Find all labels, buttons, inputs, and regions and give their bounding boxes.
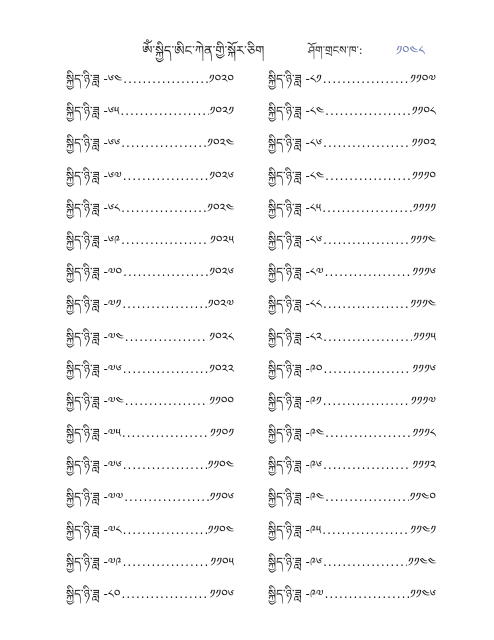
dot-leader [124,490,208,504]
entry-page-number: ༡༡༤༡ [410,522,436,537]
dot-leader [122,426,209,440]
dot-leader [123,555,210,569]
entry-page-number: ༡༡༠༨ [411,104,436,119]
entry-label: སྐྱིད་ཉི་ཟླ -༨༧ [268,265,324,280]
dot-leader [323,458,411,472]
dot-leader [323,233,409,247]
page-number: ༡༠༤༨ [396,44,425,59]
entry-page-number: ༡༠༢༢ [209,361,234,376]
entry-page-number: ༡༡༠༢ [411,136,436,151]
entry-page-number: ༡༡༡༥ [413,329,436,344]
index-entry [268,98,436,130]
dot-leader [323,330,412,344]
entry-label: སྐྱིད་ཉི་ཟླ -༨༢ [268,329,323,344]
entry-label: སྐྱིད་ཉི་ཟླ -༧༡ [66,297,122,312]
dot-leader [121,201,206,215]
dot-leader [325,104,411,118]
entry-label: སྐྱིད་ཉི་ཟླ -༧༨ [66,522,122,537]
index-entry [66,484,234,516]
entry-page-number: ༡༠༢༨ [209,329,234,344]
index-entry [268,130,436,162]
entry-label: སྐྱིད་ཉི་ཟླ -༩༧ [268,587,324,601]
index-entry [268,420,436,452]
entry-page-number: ༡༠༢༦ [209,168,234,183]
entry-label: སྐྱིད་ཉི་ཟླ -༨༨ [268,297,323,312]
index-entry [268,452,436,484]
entry-label: སྐྱིད་ཉི་ཟླ -༨༤ [268,168,325,183]
entry-page-number: ༡༡༡༨ [412,426,436,441]
entry-page-number: ༡༡༡༦ [412,265,436,280]
entry-label: སྐྱིད་ཉི་ཟླ -༦༥ [66,104,120,119]
dot-leader [325,169,411,183]
index-entry [66,195,234,227]
entry-page-number: ༡༡༤༦ [409,587,436,601]
entry-label: སྐྱིད་ཉི་ཟླ -༦༨ [66,200,121,215]
index-entry [66,420,234,452]
index-entry [268,517,436,549]
index-entry [268,163,436,195]
index-column-right [268,66,468,613]
entry-page-number: ༡༡༡༧ [410,393,436,408]
dot-leader [324,362,412,376]
entry-page-number: ༡༠༢༦ [209,265,234,280]
index-entry [66,452,234,484]
index-entry [268,291,436,323]
dot-leader [323,297,409,311]
entry-page-number: ༡༡༡༦ [412,361,436,376]
index-entry [66,130,234,162]
dot-leader [323,136,410,150]
entry-label: སྐྱིད་ཉི་ཟླ -༧༥ [66,426,121,441]
entry-label: སྐྱིད་ཉི་ཟླ -༩༠ [268,361,323,376]
dot-leader [323,555,407,569]
index-entry [66,549,234,581]
dot-leader [120,104,208,118]
entry-page-number: ༡༡༠༡ [209,426,234,441]
entry-page-number: ༡༠༢༡ [209,104,234,119]
entry-page-number: ༡༡༡༡ [412,200,436,215]
entry-label: སྐྱིད་ཉི་ཟླ -༨༦ [268,136,323,151]
dot-leader [323,394,410,408]
index-entry [66,388,234,420]
dot-leader [123,265,208,279]
dot-leader [325,265,412,279]
index-entry [268,66,436,98]
index-entry [268,581,436,613]
entry-page-number: ༡༡༠༧ [410,72,436,86]
index-entry [268,549,436,581]
entry-label: སྐྱིད་ཉི་ཟླ -༩༦ [268,458,323,473]
entry-label: སྐྱིད་ཉི་ཟླ -༩༤ [268,426,325,441]
dot-leader [122,587,209,601]
entry-label: སྐྱིད་ཉི་ཟླ -༧༠ [66,265,123,280]
entry-label: སྐྱིད་ཉི་ཟླ -༩༤ [268,490,325,505]
entry-label: སྐྱིད་ཉི་ཟླ -༧༦ [66,458,122,473]
entry-label: སྐྱིད་ཉི་ཟླ -༩༡ [268,393,322,408]
index-entry [268,484,436,516]
dot-leader [325,426,411,440]
document-title: ༀ་སྐྱིད་ཨིང་ཀེན་གྱི་སྐོར་ཅིག [142,44,265,59]
entry-page-number: ༡༡༡༤ [410,232,436,247]
index-entry [268,195,436,227]
entry-page-number: ༡༡༡༠ [411,168,436,183]
dot-leader [123,169,208,183]
page-header [0,36,494,62]
index-column-left [66,66,266,613]
entry-label: སྐྱིད་ཉི་ཟླ -༧༧ [66,490,124,505]
index-entry [66,581,234,613]
index-entry [66,66,234,98]
entry-page-number: ༡༠༢༥ [210,232,234,247]
dot-leader [121,233,209,247]
entry-page-number: ༡༡༠༠ [209,393,234,408]
entry-label: སྐྱིད་ཉི་ཟླ -༩༦ [268,554,323,569]
dot-leader [325,490,408,504]
index-entry [66,291,234,323]
entry-label: སྐྱིད་ཉི་ཟླ -༨༥ [268,200,322,215]
dot-leader [322,201,411,215]
index-entry [66,356,234,388]
entry-page-number: ༡༡༤༠ [409,490,436,505]
entry-page-number: ༡༠༢༠ [208,72,234,86]
index-entry [268,356,436,388]
dot-leader [122,297,206,311]
index-entry [66,163,234,195]
entry-page-number: ༡༠༢༧ [207,297,234,312]
entry-label: སྐྱིད་ཉི་ཟླ -༧༤ [66,393,124,408]
entry-page-number: ༡༡༠༤ [207,522,234,537]
index-entry [66,227,234,259]
dot-leader [123,523,207,537]
entry-label: སྐྱིད་ཉི་ཟླ -༧༤ [66,329,124,344]
index-entry [66,259,234,291]
entry-label: སྐྱིད་ཉི་ཟླ -༨༡ [268,72,322,86]
entry-page-number: ༡༠༢༤ [207,136,234,151]
entry-label: སྐྱིད་ཉི་ཟླ -༩༥ [268,522,322,537]
index-entry [66,517,234,549]
dot-leader [123,362,208,376]
page-number-label: ཤོག་གྲངས་ཁ་: [308,44,363,57]
index-entry [66,324,234,356]
entry-page-number: ༡༠༢༤ [207,200,234,215]
dot-leader [121,136,206,150]
index-entry [268,324,436,356]
entry-page-number: ༡༡༠༤ [207,458,234,473]
entry-page-number: ༡༡༡༢ [412,458,436,473]
entry-label: སྐྱིད་ཉི་ཟླ -༦༩ [66,232,121,247]
dot-leader [322,523,409,537]
index-entry [66,98,234,130]
entry-label: སྐྱིད་ཉི་ཟླ -༧༩ [66,554,122,569]
entry-label: སྐྱིད་ཉི་ཟླ -༨༦ [268,232,323,247]
index-entry [268,388,436,420]
dot-leader [323,72,409,86]
dot-leader [123,458,207,472]
entry-page-number: ༡༡༠༥ [210,554,234,569]
entry-label: སྐྱིད་ཉི་ཟླ -༨༤ [268,104,325,119]
index-entry [268,259,436,291]
entry-label: སྐྱིད་ཉི་ཟླ -༦༤ [66,72,123,86]
dot-leader [123,72,208,86]
dot-leader [325,587,409,601]
index-entry [268,227,436,259]
entry-page-number: ༡༡༤༤ [407,554,436,569]
entry-page-number: ༡༡༠༦ [209,490,234,505]
entry-page-number: ༡༡༠༦ [209,587,234,601]
entry-label: སྐྱིད་ཉི་ཟླ -༧༦ [66,361,122,376]
dot-leader [125,330,209,344]
entry-label: སྐྱིད་ཉི་ཟླ -༦༧ [66,168,122,183]
entry-label: སྐྱིད་ཉི་ཟླ -༦༦ [66,136,121,151]
dot-leader [125,394,208,408]
entry-page-number: ༡༡༡༤ [410,297,436,312]
entry-label: སྐྱིད་ཉི་ཟླ -༨༠ [66,587,121,601]
